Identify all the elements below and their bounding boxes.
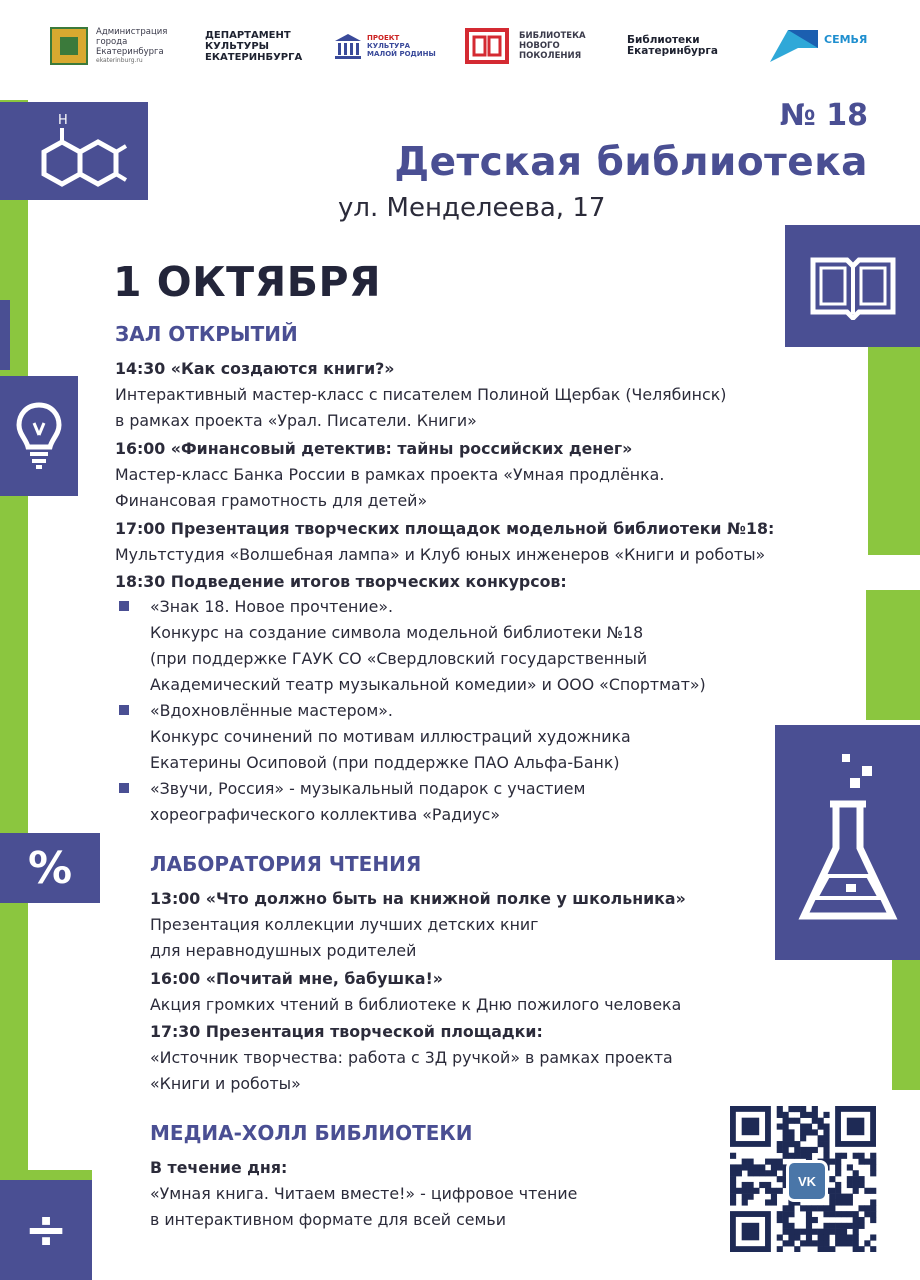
contest-line: Конкурс на создание символа модельной библиотеки №18 [150,623,644,642]
lightbulb-block [0,376,78,496]
book-block [785,225,920,347]
event-desc: для неравнодушных родителей [150,941,417,960]
coat-of-arms-icon [50,27,88,65]
contest-line: Конкурс сочинений по мотивам иллюстраций художника [150,727,631,746]
logo-newgen-line2: НОВОГО [519,41,560,51]
event-title: 14:30 «Как создаются книги?» [115,359,395,378]
logo-project-line2: КУЛЬТУРА [367,42,410,50]
logo-admin-text: Администрация города Екатеринбурга [96,27,168,57]
left-navy-strip [0,300,10,370]
left-green-bar [0,100,28,1280]
section-title-media: МЕДИА-ХОЛЛ БИБЛИОТЕКИ [150,1121,473,1145]
percent-sign: % [27,842,73,894]
lightbulb-icon [14,401,64,471]
library-address: ул. Менделеева, 17 [338,193,606,223]
event-desc: Финансовая грамотность для детей» [115,491,428,510]
logo-dept-line3: ЕКАТЕРИНБУРГА [205,51,303,63]
event-title: 13:00 «Что должно быть на книжной полке у школьника» [150,889,686,908]
right-green-bar-top [868,345,920,555]
vk-qr-code[interactable] [730,1106,878,1252]
event-desc: Мастер-класс Банка России в рамках проекта «Умная продлёнка. [115,465,665,484]
logo-libs-line1: Библиотеки [627,34,700,46]
partner-logos [0,0,920,100]
open-book-red-icon [465,28,509,64]
event-title: 17:00 Презентация творческих площадок модельной библиотеки №18: [115,519,775,538]
logo-dept-line1: ДЕПАРТАМЕНТ [205,29,291,41]
contest-line: (при поддержке ГАУК СО «Свердловский государственный [150,649,648,668]
vk-logo-text: VK [797,1173,817,1189]
bullet-marker [119,601,129,611]
event-title: В течение дня: [150,1158,288,1177]
section-title-lab: ЛАБОРАТОРИЯ ЧТЕНИЯ [150,852,422,876]
event-desc: Акция громких чтений в библиотеке к Дню пожилого человека [150,995,682,1014]
open-book-icon [807,252,899,320]
logo-new-generation-library [465,18,586,74]
flask-icon [788,748,908,938]
percent-block [0,833,100,903]
event-desc: «Умная книга. Читаем вместе!» - цифровое чтение [150,1184,578,1203]
contest-line: «Вдохновлённые мастером». [150,701,393,720]
contest-line: Академический театр музыкальной комедии» и ООО «Спортмат») [150,675,706,694]
contest-line: Екатерины Осиповой (при поддержке ПАО Альфа-Банк) [150,753,620,772]
logo-project-line3: МАЛОЙ РОДИНЫ [367,50,436,58]
event-desc: Мультстудия «Волшебная лампа» и Клуб юных инженеров «Книги и роботы» [115,545,766,564]
building-icon [333,31,363,61]
library-number: № 18 [779,98,868,133]
event-title: 16:00 «Почитай мне, бабушка!» [150,969,443,988]
logo-administration [50,18,191,74]
divide-sign: ÷ [24,1200,68,1260]
logo-libs-line2: Екатеринбурга [627,45,718,57]
logo-dept-line2: КУЛЬТУРЫ [205,40,270,52]
molecule-block [0,102,148,200]
divide-block [0,1180,92,1280]
logo-family [768,18,867,74]
logo-admin-small: ekaterinburg.ru [96,57,143,64]
event-desc: в интерактивном формате для всей семьи [150,1210,506,1229]
event-desc: «Книги и роботы» [150,1074,301,1093]
event-desc: Презентация коллекции лучших детских книг [150,915,539,934]
logo-culture-project [333,18,436,74]
logo-newgen-line1: БИБЛИОТЕКА [519,31,586,41]
right-green-bar-mid [866,590,920,720]
vk-logo-icon [786,1160,828,1202]
event-desc: «Источник творчества: работа с 3Д ручкой» в рамках проекта [150,1048,673,1067]
event-date: 1 ОКТЯБРЯ [113,258,382,306]
family-flag-icon [768,28,820,64]
event-title: 17:30 Презентация творческой площадки: [150,1022,543,1041]
logo-ekb-libraries [627,18,718,74]
right-green-bar-bottom [892,960,920,1090]
event-desc: Интерактивный мастер-класс с писателем Полиной Щербак (Челябинск) [115,385,727,404]
event-desc: в рамках проекта «Урал. Писатели. Книги» [115,411,477,430]
library-title: Детская библиотека [394,140,868,185]
flask-block [775,725,920,960]
contest-line: хореографического коллектива «Радиус» [150,805,501,824]
contest-line: «Знак 18. Новое прочтение». [150,597,394,616]
section-title-hall: ЗАЛ ОТКРЫТИЙ [115,322,298,346]
contest-line: «Звучи, Россия» - музыкальный подарок с участием [150,779,586,798]
bullet-marker [119,783,129,793]
logo-project-line1: ПРОЕКТ [367,34,400,42]
logo-newgen-line3: ПОКОЛЕНИЯ [519,51,582,61]
event-title: 16:00 «Финансовый детектив: тайны российских денег» [115,439,633,458]
logo-culture-department [205,18,302,74]
molecule-icon [14,108,134,194]
logo-family-text: СЕМЬЯ [824,32,868,46]
event-title: 18:30 Подведение итогов творческих конкурсов: [115,572,567,591]
molecule-h-label: H [58,113,68,128]
bullet-marker [119,705,129,715]
